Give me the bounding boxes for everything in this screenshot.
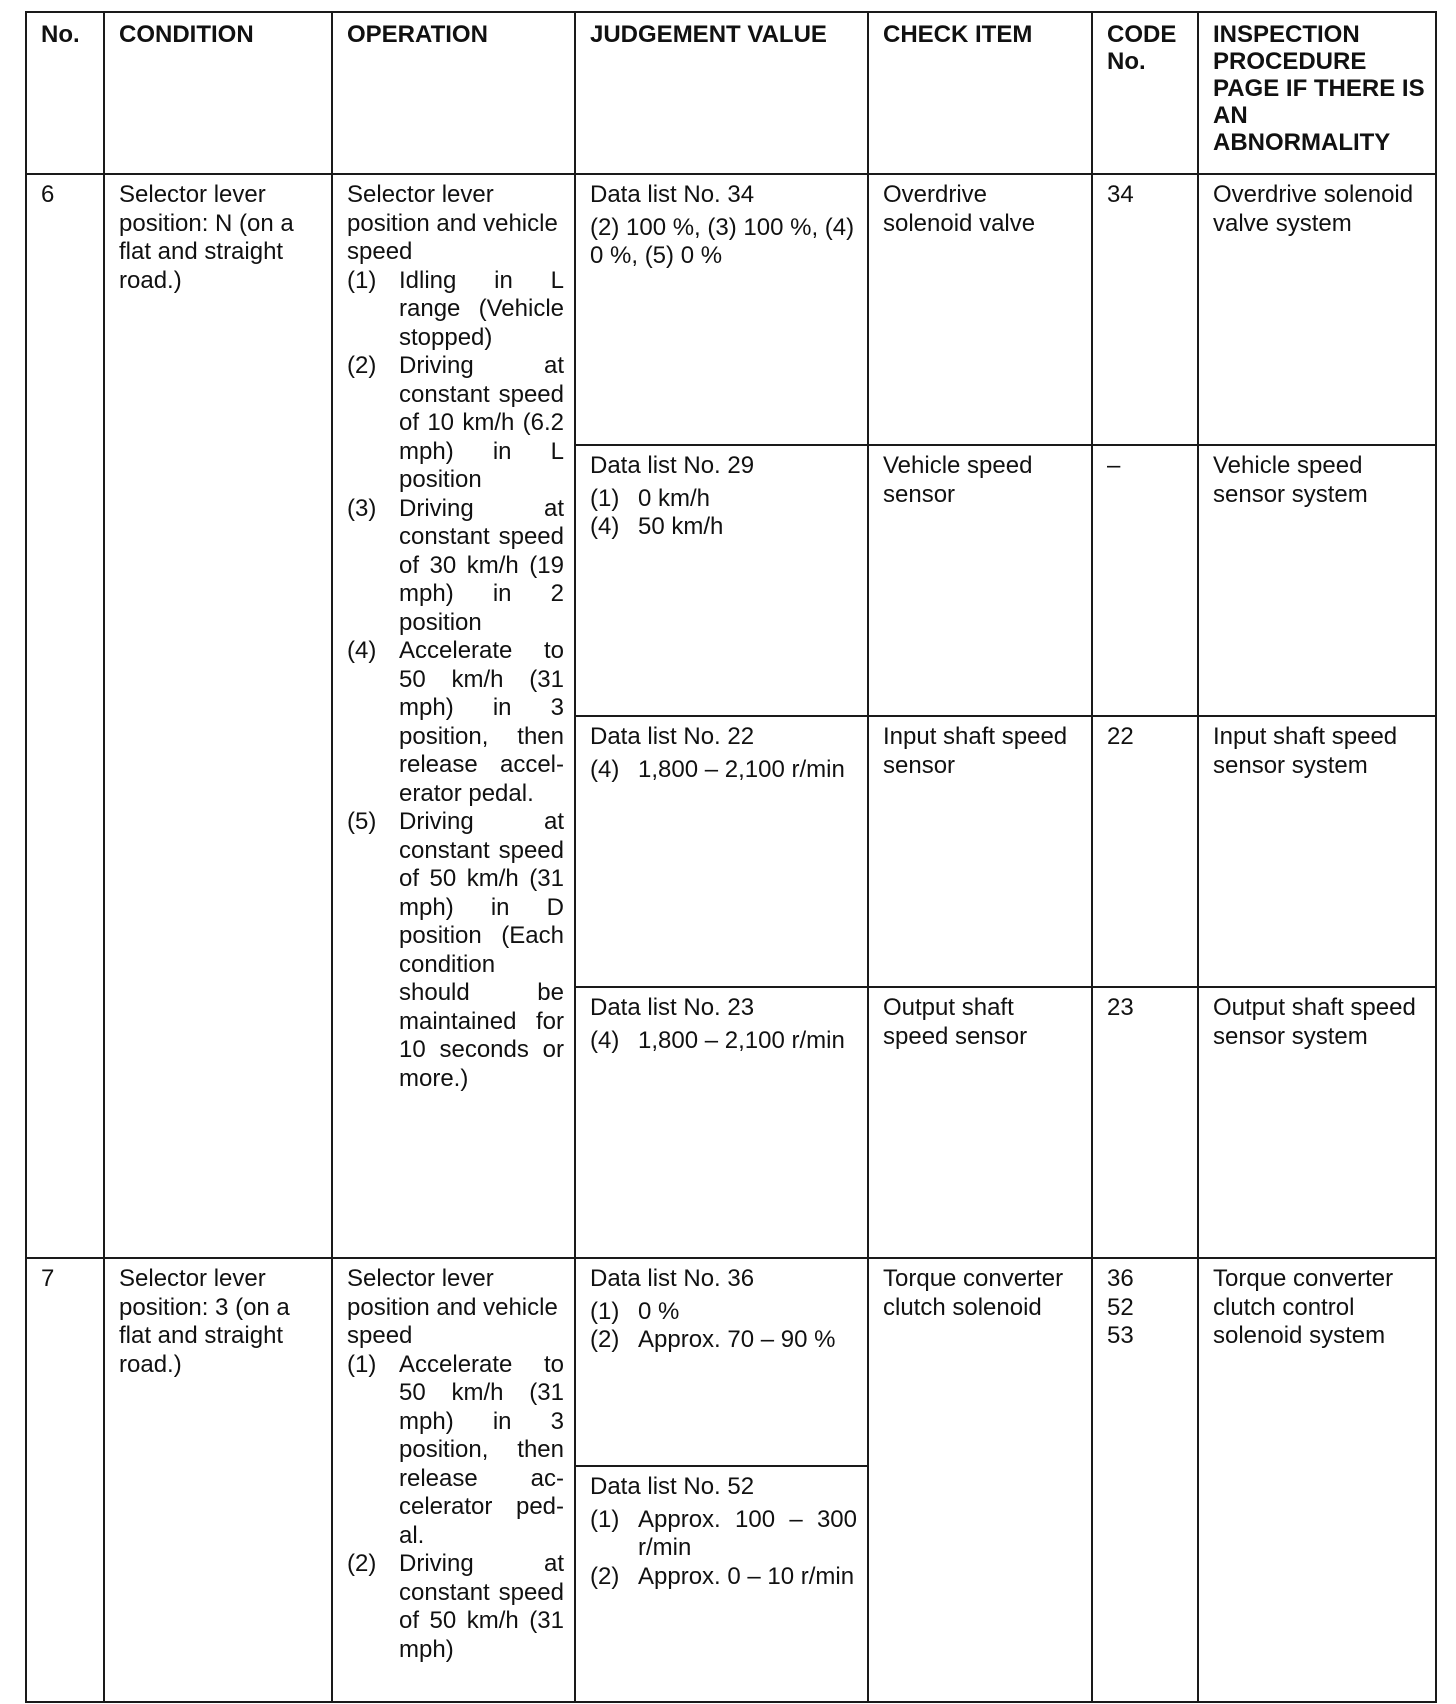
operation-intro: Selector lever position and vehicle speed [347, 181, 558, 265]
judgement-value-cell [575, 1466, 868, 1702]
code-cell: 34 [1092, 174, 1198, 445]
code-cell: – [1092, 445, 1198, 716]
list-item: (4) 50 km/h [590, 513, 724, 540]
list-item: (2) Approx. 0 – 10 r/min [590, 1562, 855, 1590]
diagnosis-table [25, 11, 1437, 1703]
code-value: 52 [1107, 1293, 1134, 1321]
list-item: (1) 0 km/h [590, 484, 711, 512]
judgement-values [590, 1027, 857, 1056]
inspection-cell: Output shaft speed sensor system [1198, 987, 1436, 1258]
code-cell: 22 [1092, 716, 1198, 987]
list-item: (4) 1,800 – 2,100 r/min [590, 755, 845, 783]
data-list-title: Data list No. 23 [590, 994, 755, 1021]
list-item: (4) 1,800 – 2,100 r/min [590, 1026, 845, 1054]
list-item: (2) Driving at constant speed of 10 km/h (6.2 mph) in L position [347, 352, 564, 493]
list-item: (1) Accelerate to 50 km/h (31 mph) in 3 position, then release ac-celerator ped-al. [347, 1350, 564, 1549]
code-value: 36 [1107, 1265, 1134, 1292]
judgement-values [590, 756, 857, 785]
table-row [26, 174, 1436, 445]
list-item: (1) Approx. 100 – 300 r/min [590, 1505, 857, 1561]
check-item-cell: Torque converter clutch solenoid [868, 1258, 1092, 1702]
table-header-row [26, 12, 1436, 174]
code-cell [1092, 1258, 1198, 1702]
code-cell: 23 [1092, 987, 1198, 1258]
operation-steps [347, 1351, 564, 1665]
header-no: No. [26, 12, 104, 174]
condition-cell: Selector lever position: N (on a flat and straight road.) [104, 174, 332, 1258]
inspection-cell: Vehicle speed sensor system [1198, 445, 1436, 716]
row-number: 6 [26, 174, 104, 1258]
judgement-value-cell [575, 987, 868, 1258]
data-list-title: Data list No. 34 [590, 181, 755, 208]
operation-intro: Selector lever position and vehicle speed [347, 1265, 558, 1349]
operation-steps [347, 267, 564, 1094]
header-condition: CONDITION [104, 12, 332, 174]
inspection-cell: Overdrive solenoid valve system [1198, 174, 1436, 445]
header-inspection-procedure: INSPECTION PROCEDURE PAGE IF THERE IS AN ABNORMALITY [1198, 12, 1436, 174]
list-item: (4) Accelerate to 50 km/h (31 mph) in 3 position, then release accel-erator pedal. [347, 637, 564, 807]
condition-cell: Selector lever position: 3 (on a flat and straight road.) [104, 1258, 332, 1702]
judgement-value-cell [575, 445, 868, 716]
header-check-item: CHECK ITEM [868, 12, 1092, 174]
data-list-title: Data list No. 52 [590, 1473, 755, 1500]
list-item: (1) Idling in L range (Vehicle stopped) [347, 266, 564, 351]
table-row [26, 1258, 1436, 1466]
operation-cell [332, 174, 575, 1258]
judgement-value-cell [575, 174, 868, 445]
code-value: 53 [1107, 1322, 1134, 1349]
spec-table-page [25, 11, 1435, 1699]
list-item: (5) Driving at constant speed of 50 km/h (31 mph) in D position (Each condition should be maintained for 10 seconds or more.) [347, 808, 564, 1092]
judgement-value-cell [575, 1258, 868, 1466]
judgement-values [590, 485, 857, 542]
data-list-title: Data list No. 36 [590, 1265, 755, 1292]
list-item: (2) Driving at constant speed of 50 km/h (31 mph) [347, 1550, 564, 1663]
header-operation: OPERATION [332, 12, 575, 174]
header-code-no: CODE No. [1092, 12, 1198, 174]
data-list-title: Data list No. 22 [590, 723, 755, 750]
check-item-cell: Overdrive solenoid valve [868, 174, 1092, 445]
list-item: (3) Driving at constant speed of 30 km/h (19 mph) in 2 position [347, 494, 564, 636]
list-item: (1) 0 % [590, 1297, 680, 1325]
operation-cell [332, 1258, 575, 1702]
row-number: 7 [26, 1258, 104, 1702]
judgement-value-cell [575, 716, 868, 987]
judgement-values: (2) 100 %, (3) 100 %, (4) 0 %, (5) 0 % [590, 213, 855, 269]
judgement-values [590, 1298, 857, 1355]
check-item-cell: Vehicle speed sensor [868, 445, 1092, 716]
check-item-cell: Output shaft speed sensor [868, 987, 1092, 1258]
inspection-cell: Input shaft speed sensor system [1198, 716, 1436, 987]
data-list-title: Data list No. 29 [590, 452, 755, 479]
check-item-cell: Input shaft speed sensor [868, 716, 1092, 987]
judgement-values [590, 1506, 857, 1592]
inspection-cell: Torque converter clutch control solenoid system [1198, 1258, 1436, 1702]
header-judgement-value: JUDGEMENT VALUE [575, 12, 868, 174]
list-item: (2) Approx. 70 – 90 % [590, 1326, 836, 1353]
